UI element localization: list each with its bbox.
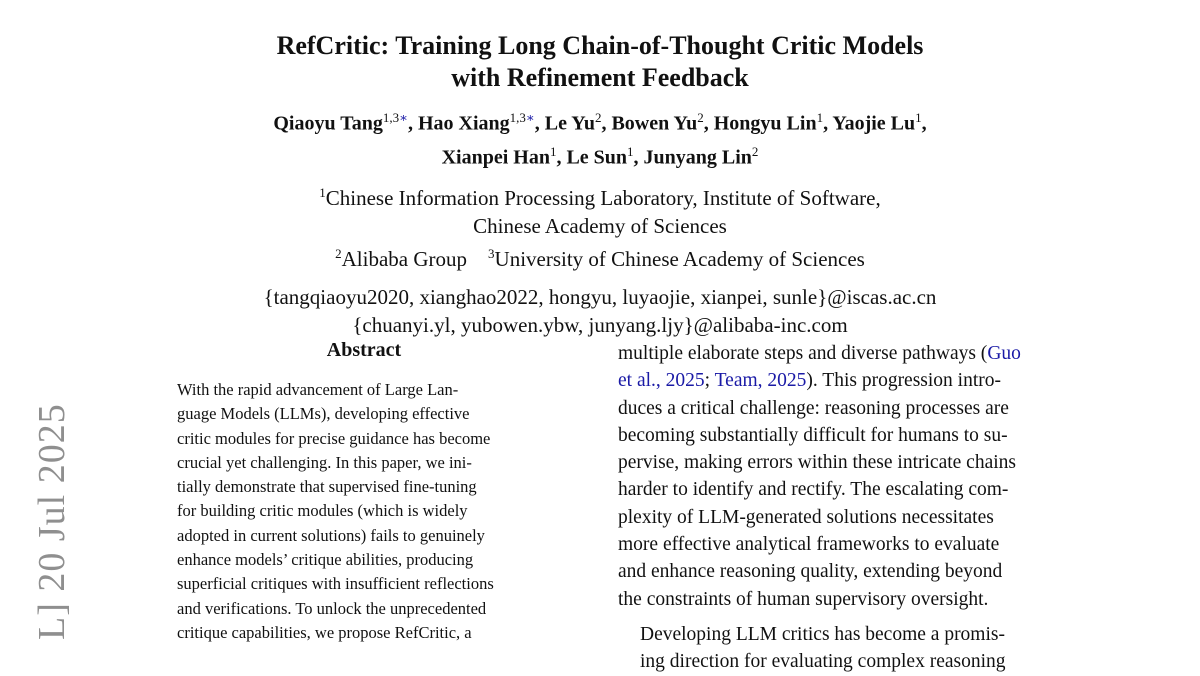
abstract-heading: Abstract <box>326 339 402 361</box>
affiliation-1-line-2: Chinese Academy of Sciences <box>473 214 727 239</box>
body-line: harder to identify and rectify. The escalating com- <box>618 479 1009 501</box>
body-line: Developing LLM critics has become a promis- <box>640 623 1005 645</box>
author-list <box>0 104 1200 171</box>
author-name: Le Sun <box>566 146 628 169</box>
author-affiliation-mark: 2 <box>751 143 759 159</box>
arxiv-stamp: L] 20 Jul 2025 <box>31 403 73 640</box>
email-list <box>0 283 1200 339</box>
citation-link[interactable]: Team, 2025 <box>714 370 807 392</box>
author-name: Xianpei Han <box>441 146 550 169</box>
author-affiliation-mark: 1,3∗ <box>509 110 535 125</box>
author-name: Qiaoyu Tang <box>273 112 383 135</box>
author-affiliation-mark: 1 <box>549 143 557 159</box>
abstract-line: crucial yet challenging. In this paper, we ini- <box>177 452 472 472</box>
author-line-1: Qiaoyu Tang$^{1,3∗}$, Hao Xiang$^{1,3∗}$, Le Yu$^2$, Bowen Yu$^2$, Hongyu Lin$^1$, Yaojie Lu$^1$, <box>273 110 927 135</box>
body-column-right <box>618 340 1060 676</box>
body-line: more effective analytical frameworks to evaluate <box>618 534 1000 556</box>
paper-title-line-2: with Refinement Feedback <box>451 63 749 92</box>
abstract-line: enhance models’ critique abilities, producing <box>177 550 474 570</box>
paper-title-line-1: RefCritic: Training Long Chain-of-Thought Critic Models <box>276 31 924 60</box>
introduction-paragraph-2 <box>618 621 1060 676</box>
body-line: becoming substantially difficult for humans to su- <box>618 424 1008 446</box>
abstract-line: critique capabilities, we propose RefCritic, a <box>177 622 472 642</box>
abstract-line: superficial critiques with insufficient reflections <box>177 574 494 594</box>
abstract-line: tially demonstrate that supervised fine-tuning <box>177 477 477 497</box>
body-line: multiple elaborate steps and diverse pathways (Guo <box>618 343 1021 364</box>
header-block <box>0 30 1200 339</box>
citation-link[interactable]: Guo <box>987 343 1021 364</box>
abstract-text <box>177 378 551 645</box>
body-line: plexity of LLM-generated solutions necessitates <box>618 506 994 528</box>
author-line-2: Xianpei Han$^1$, Le Sun$^1$, Junyang Lin$^2$ <box>441 143 759 169</box>
author-affiliation-mark: 1 <box>915 110 922 125</box>
author-name: Yaojie Lu <box>832 112 916 135</box>
affiliation-list <box>0 179 1200 273</box>
author-affiliation-mark: 2 <box>697 110 704 125</box>
affiliation-1-line-1: $^1$Chinese Information Processing Laboratory, Institute of Software, <box>319 185 881 211</box>
author-affiliation-mark: 1,3∗ <box>382 110 408 125</box>
body-line: pervise, making errors within these intricate chains <box>618 452 1016 474</box>
author-name: Hao Xiang <box>417 112 510 135</box>
abstract-line: adopted in current solutions) fails to genuinely <box>177 525 485 545</box>
abstract-line: critic modules for precise guidance has become <box>177 428 491 448</box>
author-name: Le Yu <box>544 112 595 135</box>
abstract-line: guage Models (LLMs), developing effective <box>177 404 470 424</box>
body-line: the constraints of human supervisory oversight. <box>618 588 989 610</box>
body-line: duces a critical challenge: reasoning processes are <box>618 397 1009 419</box>
introduction-paragraph-1 <box>618 340 1060 613</box>
body-line: and enhance reasoning quality, extending beyond <box>618 561 1003 583</box>
email-line-2: {chuanyi.yl, yubowen.ybw, junyang.ljy}@alibaba-inc.com <box>352 313 848 338</box>
email-line-1: {tangqiaoyu2020, xianghao2022, hongyu, luyaojie, xianpei, sunle}@iscas.ac.cn <box>263 285 937 310</box>
abstract-line: for building critic modules (which is widely <box>177 501 468 521</box>
citation-link[interactable]: et al., 2025 <box>618 370 705 392</box>
body-line: et al., 2025; Team, 2025). This progression intro- <box>618 370 1002 392</box>
author-name: Junyang Lin <box>643 146 752 169</box>
author-affiliation-mark: 1 <box>627 143 634 159</box>
body-line: ing direction for evaluating complex reasoning <box>640 651 1006 673</box>
author-name: Hongyu Lin <box>713 112 817 135</box>
author-affiliation-mark: 1 <box>816 110 824 125</box>
abstract-line: With the rapid advancement of Large Lan- <box>177 380 459 399</box>
abstract-line: and verifications. To unlock the unprecedented <box>177 598 487 618</box>
affiliation-2-3: $^2$Alibaba Group $^3$University of Chinese Academy of Sciences <box>335 246 865 272</box>
abstract-section <box>177 336 551 645</box>
author-name: Bowen Yu <box>611 112 698 135</box>
author-affiliation-mark: 2 <box>594 110 602 125</box>
